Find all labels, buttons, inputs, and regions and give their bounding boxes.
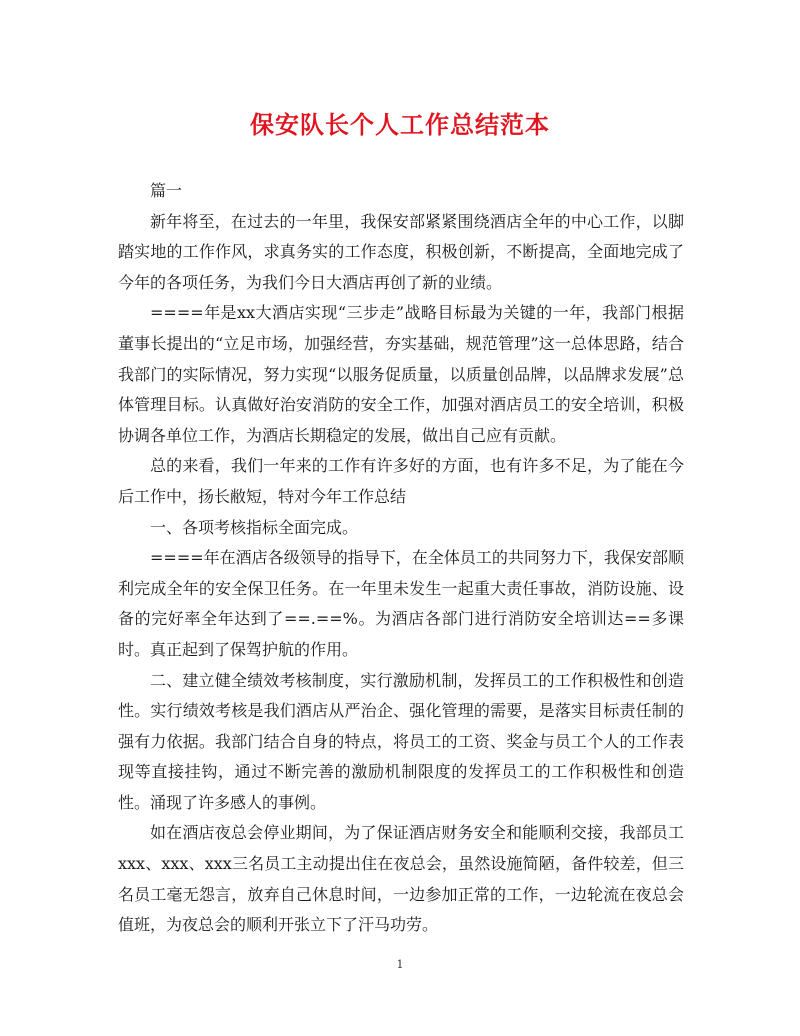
body-paragraph: 如在酒店夜总会停业期间，为了保证酒店财务安全和能顺利交接，我部员工xxx、xxx、xxx三名员工主动提出住在夜总会，虽然设施简陋，备件较差，但三名员工毫无怨言，放弃自己休息时间，一边参加正常的工作，一边轮流在夜总会值班，为夜总会的顺利开张立下了汗马功劳。 — [118, 823, 684, 935]
body-paragraph: 新年将至，在过去的一年里，我保安部紧紧围绕酒店全年的中心工作，以脚踏实地的工作作风，求真务实的工作态度，积极创新，不断提高，全面地完成了今年的各项任务，为我们今日大酒店再创了新的业绩。 — [118, 211, 684, 292]
body-paragraph: ====年是xx大酒店实现“三步走”战略目标最为关键的一年，我部门根据董事长提出的“立足市场，加强经营，夯实基础，规范管理”这一总体思路，结合我部门的实际情况，努力实现“以服务促质量，以质量创品牌，以品牌求发展”总体管理目标。认真做好治安消防的安全工作，加强对酒店员工的安全培训，积极协调各单位工作，为酒店长期稳定的发展，做出自己应有贡献。 — [118, 303, 684, 445]
section-heading: 一、各项考核指标全面完成。 — [150, 517, 359, 537]
section-heading-pian-yi: 篇一 — [150, 181, 183, 200]
document-title: 保安队长个人工作总结范本 — [250, 110, 550, 139]
body-paragraph: ====年在酒店各级领导的指导下，在全体员工的共同努力下，我保安部顺利完成全年的安全保卫任务。在一年里未发生一起重大责任事故，消防设施、设备的完好率全年达到了==.==%。为酒店各部门进行消防安全培训达==多课时。真正起到了保驾护航的作用。 — [118, 548, 684, 659]
body-paragraph: 总的来看，我们一年来的工作有许多好的方面，也有许多不足，为了能在今后工作中，扬长敝短，特对今年工作总结 — [118, 456, 684, 506]
document-body — [118, 176, 684, 941]
body-paragraph: 二、建立健全绩效考核制度，实行激励机制，发挥员工的工作积极性和创造性。实行绩效考核是我们酒店从严治企、强化管理的需要，是落实目标责任制的强有力依据。我部门结合自身的特点，将员工的工资、奖金与员工个人的工作表现等直接挂钩，通过不断完善的激励机制限度的发挥员工的工作积极性和创造性。涌现了许多感人的事例。 — [118, 670, 684, 812]
page-number: 1 — [396, 958, 404, 971]
